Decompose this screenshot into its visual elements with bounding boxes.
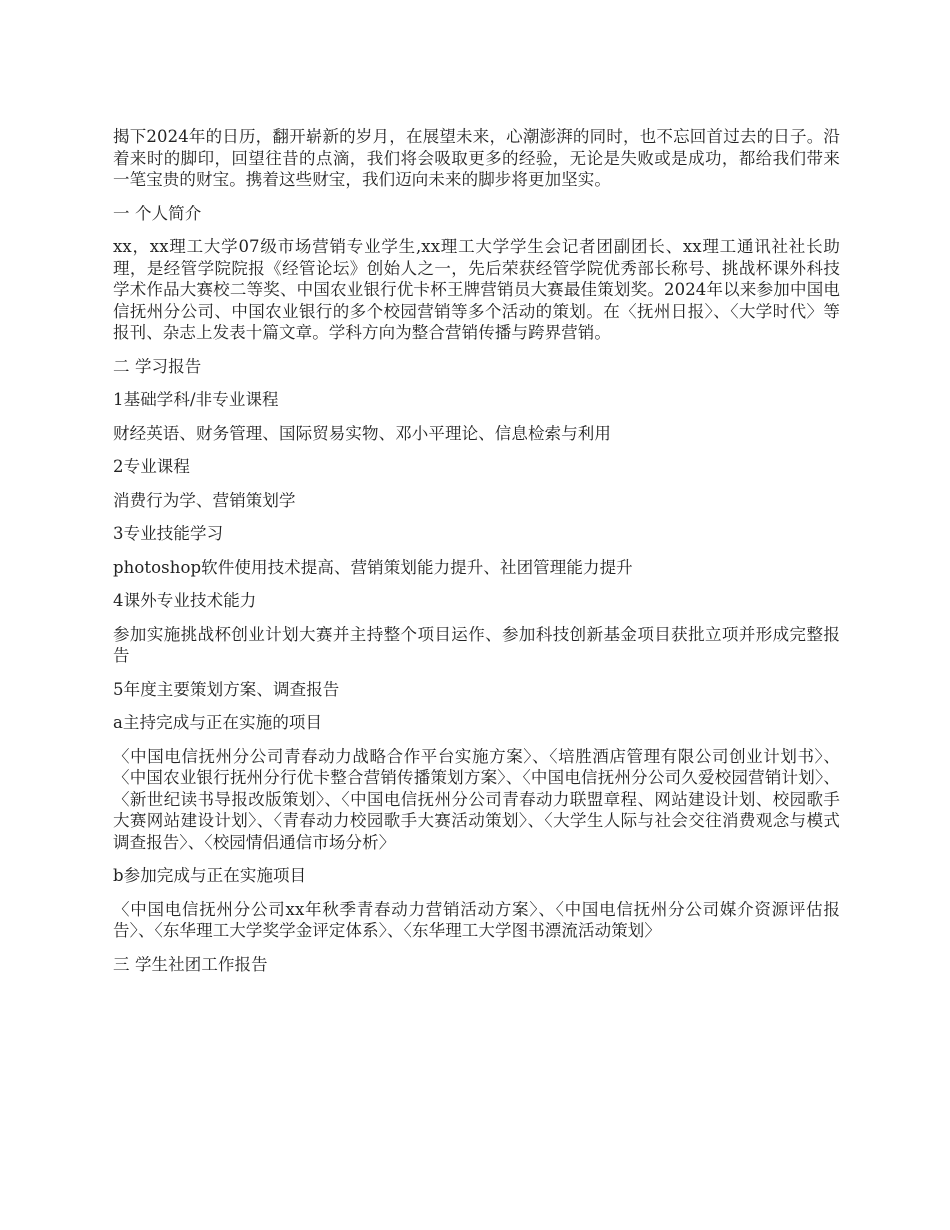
document-body [113,126,840,987]
skills-paragraph: photoshop软件使用技术提高、营销策划能力提升、社团管理能力提升 [113,557,633,577]
basic-courses-paragraph: 财经英语、财务管理、国际贸易实物、邓小平理论、信息检索与利用 [113,423,611,443]
personal-profile-paragraph: xx，xx理工大学07级市场营销专业学生,xx理工大学学生会记者团副团长、xx理工通讯社社长助理，是经管学院院报《经管论坛》创始人之一，先后荣获经管学院优秀部长称号、挑战杯课外科技学术作品大赛校二等奖、中国农业银行优卡杯王牌营销员大赛最佳策划奖。2024年以来参加中国电信抚州分公司、中国农业银行的多个校园营销等多个活动的策划。在〈抚州日报〉、〈大学时代〉等报刊、杂志上发表十篇文章。学科方向为整合营销传播与跨界营销。 [113,237,840,342]
subheading-basic-courses: 1基础学科/非专业课程 [113,390,279,409]
section-heading-study-report: 二 学习报告 [113,356,202,376]
extracurricular-paragraph: 参加实施挑战杯创业计划大赛并主持整个项目运作、参加科技创新基金项目获批立项并形成完整报告 [113,624,840,665]
joined-projects-paragraph: 〈中国电信抚州分公司xx年秋季青春动力营销活动方案〉、〈中国电信抚州分公司媒介资源评估报告〉、〈东华理工大学奖学金评定体系〉、〈东华理工大学图书漂流活动策划〉 [113,899,840,940]
subheading-annual-plans: 5年度主要策划方案、调查报告 [113,679,340,699]
led-projects-paragraph: 〈中国电信抚州分公司青春动力战略合作平台实施方案〉、〈培胜酒店管理有限公司创业计划书〉、〈中国农业银行抚州分行优卡整合营销传播策划方案〉、〈中国电信抚州分公司久爱校园营销计划〉、〈新世纪读书导报改版策划〉、〈中国电信抚州分公司青春动力联盟章程、网站建设计划、校园歌手大赛网站建设计划〉、〈青春动力校园歌手大赛活动策划〉、〈大学生人际与社会交往消费观念与模式调查报告〉、〈校园情侣通信市场分析〉 [113,746,840,852]
subheading-major-courses: 2专业课程 [113,457,190,476]
subheading-led-projects: a主持完成与正在实施的项目 [113,713,323,732]
intro-paragraph: 揭下2024年的日历，翻开崭新的岁月，在展望未来，心潮澎湃的同时，也不忘回首过去的日子。沿着来时的脚印，回望往昔的点滴，我们将会吸取更多的经验，无论是失败或是成功，都给我们带来一笔宝贵的财宝。携着这些财宝，我们迈向未来的脚步将更加坚实。 [113,127,840,189]
subheading-extracurricular: 4课外专业技术能力 [113,591,257,610]
major-courses-paragraph: 消费行为学、营销策划学 [113,490,296,510]
section-heading-personal-profile: 一 个人简介 [113,203,202,223]
subheading-joined-projects: b参加完成与正在实施项目 [113,866,307,885]
subheading-skills: 3专业技能学习 [113,524,224,543]
section-heading-club-work: 三 学生社团工作报告 [113,954,268,974]
